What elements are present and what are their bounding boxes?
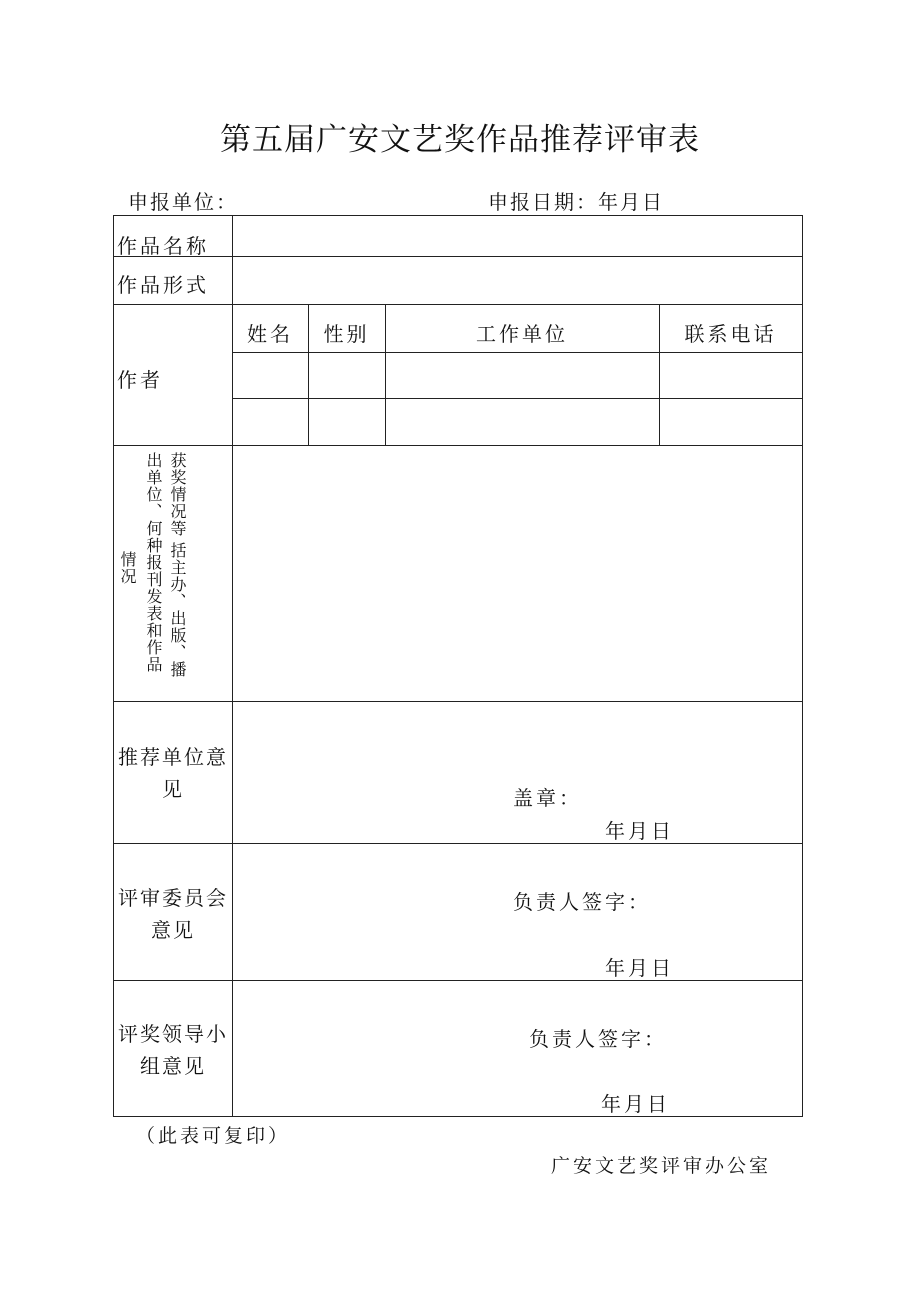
author-header-gender: 性别 — [323, 322, 370, 346]
table-border-bottom — [113, 1116, 803, 1117]
committee-label: 评审委员会意见 — [118, 886, 228, 942]
row-divider — [113, 445, 803, 446]
publication-label-col-1b: 括主办、出版、播 — [168, 542, 187, 678]
recommend-label: 推荐单位意见 — [118, 745, 228, 801]
committee-date: 年月日 — [605, 956, 674, 980]
row-divider — [113, 701, 803, 702]
copy-note: （此表可复印） — [136, 1125, 291, 1147]
author-header-workplace: 工作单位 — [476, 322, 568, 346]
applicant-label: 申报单位： — [128, 190, 238, 214]
author-label: 作者 — [117, 368, 163, 392]
table-border-right — [802, 215, 803, 1117]
recommend-seal: 盖章： — [513, 786, 582, 810]
row-divider — [113, 304, 803, 305]
recommend-date: 年月日 — [605, 819, 674, 843]
author-header-phone: 联系电话 — [684, 322, 777, 346]
label-column-divider — [232, 215, 233, 1117]
leader-label: 评奖领导小组意见 — [118, 1022, 228, 1078]
work-form-label: 作品形式 — [117, 273, 209, 297]
author-row-divider — [232, 352, 803, 353]
committee-sign: 负责人签字： — [513, 890, 651, 914]
author-header-name: 姓名 — [247, 322, 293, 346]
row-divider — [113, 980, 803, 981]
table-border-left — [113, 215, 114, 1117]
table-border-top — [113, 215, 803, 216]
publication-label-col-2: 出单位、何种报刊发表和作品 — [144, 452, 163, 673]
row-divider — [113, 256, 803, 257]
publication-label-col-3: 情况 — [118, 551, 137, 585]
form-title: 第五届广安文艺奖作品推荐评审表 — [220, 122, 700, 158]
leader-date: 年月日 — [601, 1092, 670, 1116]
work-name-label: 作品名称 — [117, 234, 209, 258]
publication-label-col-1: 获奖情况等 — [168, 452, 187, 537]
office-signature: 广安文艺奖评审办公室 — [551, 1155, 772, 1177]
row-divider — [113, 843, 803, 844]
date-label: 申报日期：年月日 — [488, 190, 664, 214]
author-row-divider — [232, 398, 803, 399]
leader-sign: 负责人签字： — [529, 1027, 667, 1051]
